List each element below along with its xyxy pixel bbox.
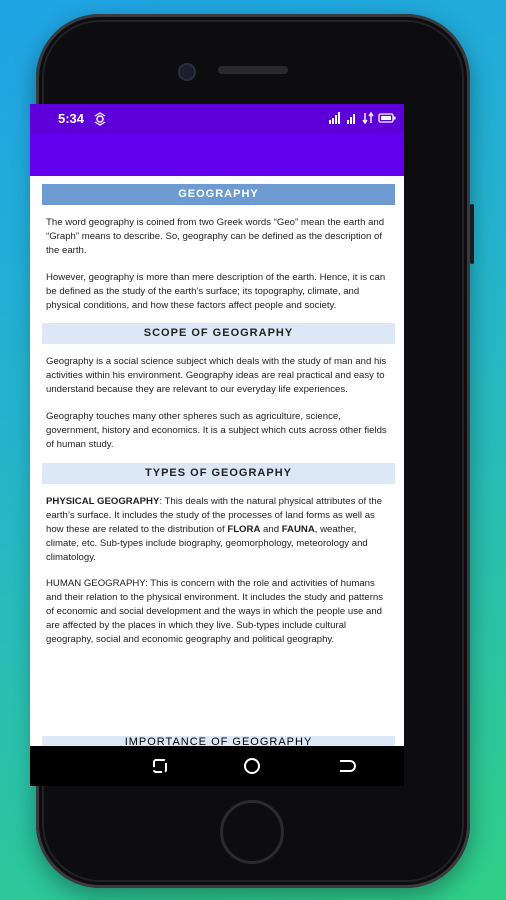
power-button — [470, 204, 474, 264]
app-bar — [30, 134, 404, 176]
term-physical-geography: PHYSICAL GEOGRAPHY — [46, 495, 160, 507]
paragraph: The word geography is coined from two Greek words “Geo” mean the earth and “Graph” means to describe. So, geography can be defined as the description of the earth. — [46, 217, 385, 256]
text-span: : This deals with the natural physical attributes of the earth’s surface. It includes the study of the processes of land forms as well as how these are related to the distribution of — [46, 495, 383, 535]
back-icon[interactable] — [336, 756, 356, 776]
article-content — [42, 176, 395, 647]
status-time: 5:34 — [58, 111, 85, 126]
battery-icon — [378, 113, 396, 123]
navigation-bar — [30, 746, 404, 786]
app-notification-icon — [93, 112, 107, 126]
signal-icon — [328, 112, 342, 124]
section-heading-types: TYPES OF GEOGRAPHY — [42, 463, 395, 484]
data-icon — [362, 112, 374, 124]
paragraph: However, geography is more than mere description of the earth. Hence, it is can be defined as the study of the earth’s surface; its topography, climate, and physical conditions, and how these factors affect people and society. — [46, 271, 386, 311]
status-bar — [30, 104, 404, 134]
paragraph: Geography touches many other spheres such as agriculture, science, government, history and economics. It is a subject which cuts across other fields of human study. — [46, 411, 387, 450]
paragraph-physical-geography — [46, 495, 391, 565]
front-camera — [178, 63, 196, 81]
paragraph-human-geography: HUMAN GEOGRAPHY: This is concern with the role and activities of humans and their relation to the physical environment. It includes the study and patterns of economic and social development and the ways in which the people use and are affected by the places in which they live. Sub-types include cultural geography, social and economic geography and political geography. — [46, 578, 384, 646]
section-heading-importance-partial — [42, 736, 395, 746]
term-flora: FLORA — [227, 523, 261, 535]
status-icons — [328, 112, 396, 124]
text-span: and — [260, 523, 282, 535]
recent-apps-icon[interactable] — [150, 756, 170, 776]
paragraph: Geography is a social science subject which deals with the study of man and his activities within his environment. Geography ideas are real practical and easy to understand because they are relevant to our everyday life experiences. — [46, 356, 387, 396]
section-heading-scope: SCOPE OF GEOGRAPHY — [42, 323, 395, 344]
phone-screen — [30, 104, 404, 746]
section-heading-geography: GEOGRAPHY — [42, 184, 395, 205]
text-span: , weather, climate, etc. Sub-types include biography, geomorphology, meteorology and climatology. — [46, 523, 368, 563]
home-hardware-button[interactable] — [220, 800, 284, 864]
section-heading-importance: IMPORTANCE OF GEOGRAPHY — [42, 736, 395, 746]
home-icon[interactable] — [242, 756, 262, 776]
term-fauna: FAUNA — [281, 523, 315, 535]
signal-icon — [346, 112, 358, 124]
earpiece-speaker — [218, 66, 288, 74]
